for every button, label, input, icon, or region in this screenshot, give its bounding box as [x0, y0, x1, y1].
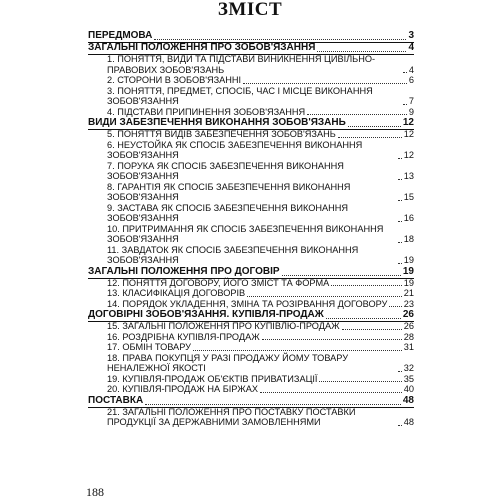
toc-dot-leader — [243, 83, 407, 84]
toc-subsection-entry — [88, 321, 414, 332]
toc-entry-page: 6 — [408, 75, 414, 85]
toc-entry-title: 15. ЗАГАЛЬНІ ПОЛОЖЕННЯ ПРО КУПІВЛЮ-ПРОДАЖ — [107, 321, 340, 331]
toc-dot-leader — [262, 339, 402, 340]
toc-subsection-entry — [88, 54, 414, 75]
toc-section-entry — [88, 117, 414, 129]
toc-entry-page: 40 — [403, 384, 414, 394]
toc-entry-title: 6. НЕУСТОЙКА ЯК СПОСІБ ЗАБЕЗПЕЧЕННЯ ВИКОНАННЯ ЗОБОВ'ЯЗАННЯ — [107, 139, 363, 160]
toc-dot-leader — [319, 381, 401, 382]
toc-entry-page: 9 — [408, 106, 414, 117]
toc-dot-leader — [398, 371, 402, 372]
toc-subsection-entry — [88, 224, 414, 245]
toc-entry-page: 31 — [403, 342, 414, 352]
toc-section-entry — [88, 309, 414, 321]
toc-dot-leader — [398, 158, 402, 159]
toc-entry-title: ДОГОВІРНІ ЗОБОВ'ЯЗАННЯ. КУПІВЛЯ-ПРОДАЖ — [88, 309, 324, 320]
toc-entry-title: 17. ОБМІН ТОВАРУ — [107, 342, 191, 352]
toc-dot-leader — [398, 242, 402, 243]
toc-dot-leader — [338, 137, 402, 138]
toc-subsection-entry — [88, 374, 414, 385]
toc-entry-page: 23 — [403, 298, 414, 309]
toc-entry-title: 11. ЗАВДАТОК ЯК СПОСІБ ЗАБЕЗПЕЧЕННЯ ВИКОНАННЯ ЗОБОВ'ЯЗАННЯ — [107, 244, 359, 265]
toc-dot-leader — [398, 200, 402, 201]
toc-dot-leader — [348, 126, 401, 127]
toc-entry-page: 32 — [403, 363, 414, 373]
toc-dot-leader — [260, 392, 402, 393]
toc-subsection-entry — [88, 182, 414, 203]
page-number: 188 — [86, 485, 104, 499]
toc-dot-leader — [403, 104, 407, 105]
toc-entry-title: 14. ПОРЯДОК УКЛАДЕННЯ, ЗМІНА ТА РОЗІРВАННЯ ДОГОВОРУ — [107, 298, 388, 309]
toc-dot-leader — [331, 285, 402, 286]
toc-entry-page: 18 — [403, 234, 414, 244]
toc-entry-page: 12 — [403, 150, 414, 160]
toc-entry-page: 16 — [403, 213, 414, 223]
toc-entry-title: 8. ГАРАНТІЯ ЯК СПОСІБ ЗАБЕЗПЕЧЕННЯ ВИКОНАННЯ ЗОБОВ'ЯЗАННЯ — [107, 181, 351, 202]
toc-dot-leader — [154, 39, 406, 40]
toc-entry-page: 7 — [408, 96, 414, 106]
toc-subsection-entry — [88, 140, 414, 161]
toc-dot-leader — [326, 318, 401, 319]
toc-entry-page: 19 — [403, 277, 414, 288]
toc-entry-page: 19 — [403, 255, 414, 265]
toc-entry-page: 21 — [403, 288, 414, 298]
toc-dot-leader — [398, 263, 402, 264]
toc-entry-page: 35 — [403, 373, 414, 384]
toc-entry-page: 15 — [403, 192, 414, 202]
toc-entry-page: 4 — [408, 42, 414, 53]
toc-entry-title: 21. ЗАГАЛЬНІ ПОЛОЖЕННЯ ПРО ПОСТАВКУ ПОСТАВКИ ПРОДУКЦІЇ ЗА ДЕРЖАВНИМИ ЗАМОВЛЕННЯМИ — [107, 406, 356, 427]
toc-section-entry — [88, 266, 414, 278]
toc-subsection-entry — [88, 342, 414, 353]
toc-subsection-entry — [88, 288, 414, 299]
toc-subsection-entry — [88, 384, 414, 395]
toc-entry-title: 5. ПОНЯТТЯ ВИДІВ ЗАБЕЗПЕЧЕННЯ ЗОБОВ'ЯЗАНЬ — [107, 129, 336, 139]
table-of-contents — [88, 30, 414, 428]
toc-subsection-entry — [88, 107, 414, 118]
toc-dot-leader — [398, 179, 402, 180]
toc-dot-leader — [307, 114, 407, 115]
toc-entry-title: 16. РОЗДРІБНА КУПІВЛЯ-ПРОДАЖ — [107, 331, 260, 342]
toc-entry-page: 12 — [403, 129, 414, 139]
page-title: ЗМІСТ — [217, 0, 283, 20]
toc-entry-title: 2. СТОРОНИ В ЗОБОВ'ЯЗАННІ — [107, 75, 242, 85]
toc-entry-page: 4 — [408, 64, 414, 75]
toc-entry-page: 48 — [402, 394, 414, 406]
toc-subsection-entry — [88, 161, 414, 182]
toc-entry-title: 4. ПІДСТАВИ ПРИПИНЕННЯ ЗОБОВ'ЯЗАННЯ — [107, 106, 306, 117]
toc-entry-title: 18. ПРАВА ПОКУПЦЯ У РАЗІ ПРОДАЖУ ЙОМУ ТОВАРУ НЕНАЛЕЖНОЇ ЯКОСТІ — [107, 352, 349, 373]
toc-entry-page: 13 — [403, 171, 414, 181]
toc-section-entry — [88, 395, 414, 407]
toc-subsection-entry — [88, 203, 414, 224]
toc-entry-title: 7. ПОРУКА ЯК СПОСІБ ЗАБЕЗПЕЧЕННЯ ВИКОНАННЯ ЗОБОВ'ЯЗАННЯ — [107, 160, 344, 181]
toc-entry-page: 19 — [402, 265, 414, 277]
toc-dot-leader — [398, 425, 402, 426]
toc-subsection-entry — [88, 75, 414, 86]
toc-entry-title: 3. ПОНЯТТЯ, ПРЕДМЕТ, СПОСІБ, ЧАС І МІСЦЕ ВИКОНАННЯ ЗОБОВ'ЯЗАННЯ — [107, 85, 373, 106]
toc-entry-title: 1. ПОНЯТТЯ, ВИДИ ТА ПІДСТАВИ ВИНИКНЕННЯ ЦИВІЛЬНО-ПРАВОВИХ ЗОБОВ'ЯЗАНЬ — [107, 54, 376, 75]
toc-entry-page: 12 — [402, 117, 414, 128]
toc-entry-title: 19. КУПІВЛЯ-ПРОДАЖ ОБ'ЄКТІВ ПРИВАТИЗАЦІЇ — [107, 373, 318, 384]
toc-entry-title: ВИДИ ЗАБЕЗПЕЧЕННЯ ВИКОНАННЯ ЗОБОВ'ЯЗАНЬ — [88, 117, 346, 128]
toc-entry-title: ПЕРЕДМОВА — [88, 30, 153, 41]
toc-dot-leader — [403, 72, 407, 73]
toc-dot-leader — [247, 296, 402, 297]
toc-dot-leader — [342, 329, 402, 330]
toc-section-entry — [88, 30, 414, 42]
toc-entry-title: ЗАГАЛЬНІ ПОЛОЖЕННЯ ПРО ДОГОВІР — [88, 265, 280, 277]
toc-entry-title: 10. ПРИТРИМАННЯ ЯК СПОСІБ ЗАБЕЗПЕЧЕННЯ ВИКОНАННЯ ЗОБОВ'ЯЗАННЯ — [107, 223, 384, 244]
toc-entry-page: 26 — [403, 321, 414, 331]
toc-entry-page: 3 — [408, 30, 414, 41]
toc-subsection-entry — [88, 86, 414, 107]
toc-dot-leader — [398, 221, 402, 222]
toc-dot-leader — [193, 350, 402, 351]
toc-subsection-entry — [88, 332, 414, 343]
toc-dot-leader — [317, 51, 406, 52]
toc-section-entry — [88, 42, 414, 54]
toc-subsection-entry — [88, 299, 414, 310]
toc-entry-page: 48 — [403, 417, 414, 427]
toc-entry-page: 26 — [402, 309, 414, 320]
toc-dot-leader — [145, 404, 401, 405]
toc-subsection-entry — [88, 278, 414, 289]
toc-entry-title: ПОСТАВКА — [88, 394, 144, 406]
toc-dot-leader — [282, 275, 401, 276]
toc-entry-page: 28 — [403, 331, 414, 342]
toc-entry-title: 9. ЗАСТАВА ЯК СПОСІБ ЗАБЕЗПЕЧЕННЯ ВИКОНАННЯ ЗОБОВ'ЯЗАННЯ — [107, 202, 349, 223]
toc-subsection-entry — [88, 245, 414, 266]
toc-entry-title: 20. КУПІВЛЯ-ПРОДАЖ НА БІРЖАХ — [107, 384, 259, 394]
toc-dot-leader — [389, 306, 401, 307]
toc-subsection-entry — [88, 129, 414, 140]
toc-entry-title: 13. КЛАСИФІКАЦІЯ ДОГОВОРІВ — [107, 288, 246, 298]
toc-entry-title: 12. ПОНЯТТЯ ДОГОВОРУ, ЙОГО ЗМІСТ ТА ФОРМА — [107, 277, 330, 288]
toc-subsection-entry — [88, 353, 414, 374]
toc-entry-title: ЗАГАЛЬНІ ПОЛОЖЕННЯ ПРО ЗОБОВ'ЯЗАННЯ — [88, 42, 316, 53]
toc-subsection-entry — [88, 407, 414, 428]
